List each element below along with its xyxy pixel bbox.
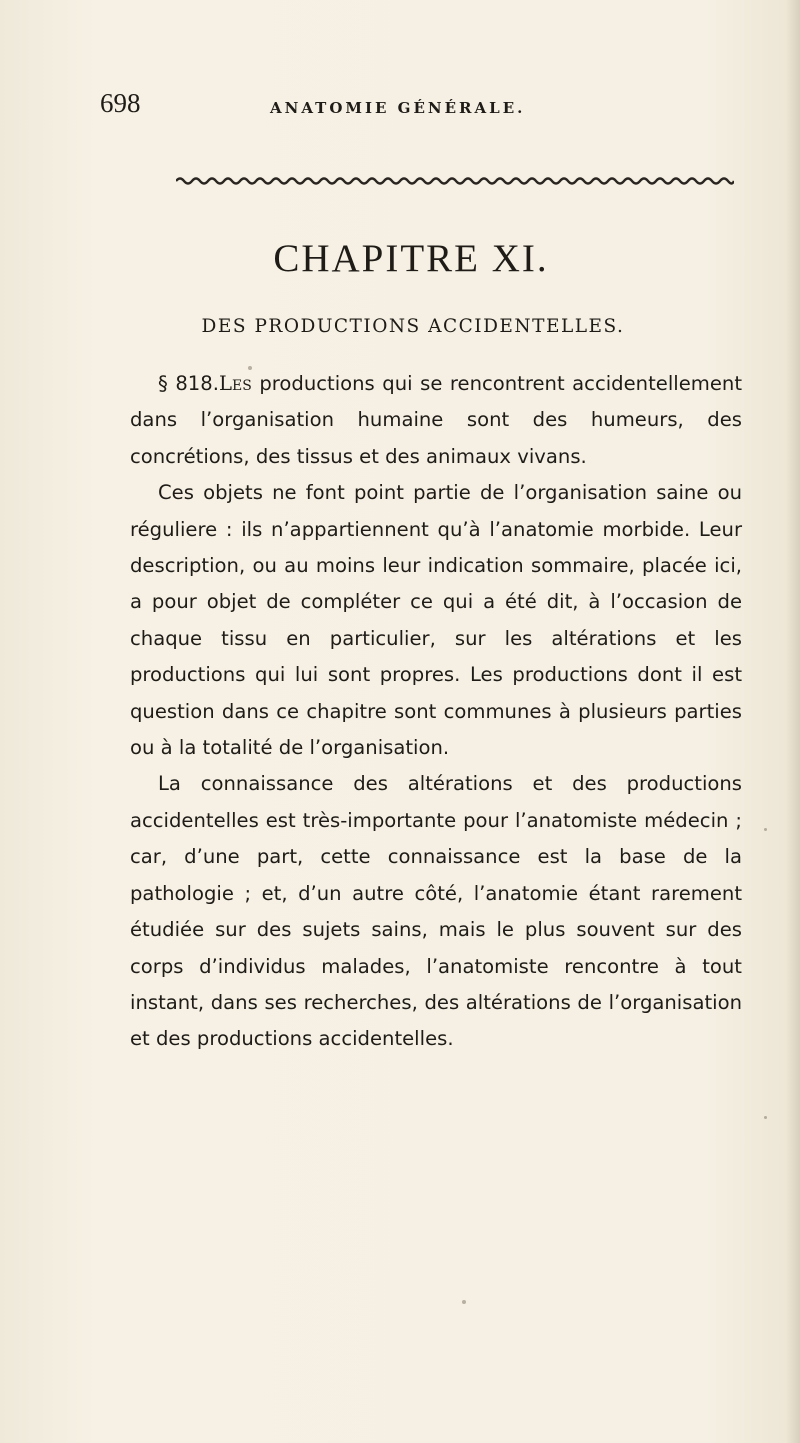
decorative-rule [176,176,734,186]
page-header [100,88,760,128]
paragraph-1 [130,366,742,475]
chapter-title: CHAPITRE XI. [273,237,549,280]
running-head: ANATOMIE GÉNÉRALE. [270,99,526,117]
body-text [130,366,742,1058]
lead-word: Les [218,372,252,395]
chapter-subtitle: DES PRODUCTIONS ACCIDENTELLES. [201,316,625,337]
paper-speck [248,366,252,370]
paragraph-text: productions qui se rencontrent accidentellement dans l’organisation humaine sont des humeurs, des concrétions, des tissus et des animaux vivans. [130,372,742,468]
paper-speck [764,828,767,831]
paper-speck [462,1300,466,1304]
paragraph-2: Ces objets ne font point partie de l’organisation saine ou réguliere : ils n’appartiennent qu’à l’anatomie morbide. Leur description, ou au moins leur indication sommaire, placée ici, a pour objet de compléter ce qui a été dit, à l’occasion de chaque tissu en particulier, sur les altérations et les productions qui lui sont propres. Les productions dont il est question dans ce chapitre sont communes à plusieurs parties ou à la totalité de l’organisation. [130,481,742,760]
paper-speck [764,1116,767,1119]
page-number: 698 [100,88,141,118]
page-edge-shadow [786,0,800,1443]
paragraph-3: La connaissance des altérations et des productions accidentelles est très-importante pour l’anatomiste médecin ; car, d’une part, cette connaissance est la base de la pathologie ; et, d’un autre côté, l’anatomie étant rarement étudiée sur des sujets sains, mais le plus souvent sur des corps d’individus malades, l’anatomiste rencontre à tout instant, dans ses recherches, des altérations de l’organisation et des productions accidentelles. [130,772,742,1051]
section-mark: § 818. [158,372,219,395]
